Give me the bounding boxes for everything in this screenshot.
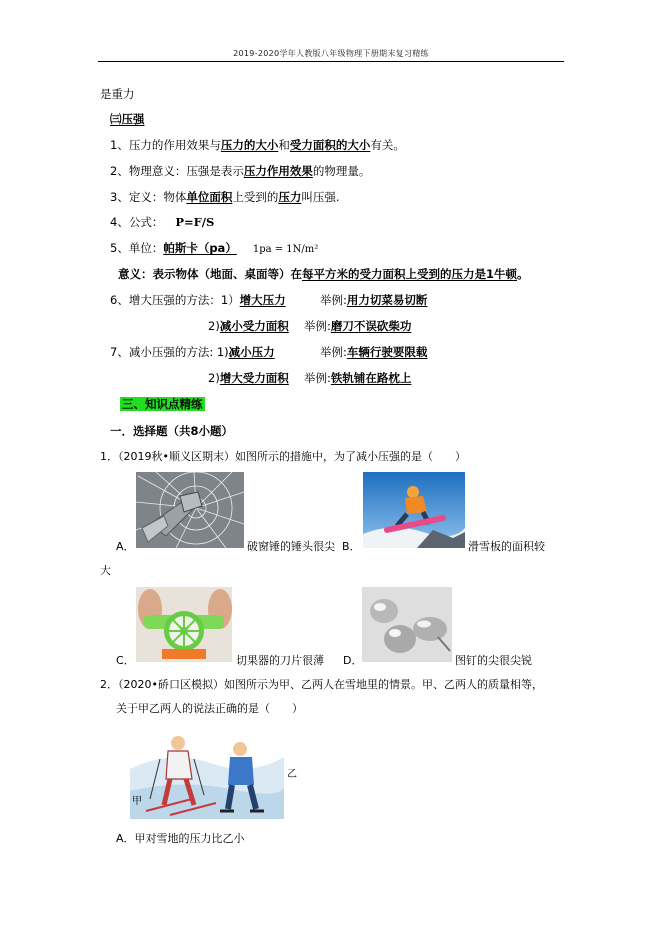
point-5-meaning xyxy=(118,266,529,282)
point-7 xyxy=(110,344,275,360)
point-6-example-2 xyxy=(304,318,411,334)
person-jia-label: 甲 xyxy=(132,796,142,807)
formula: P=F/S xyxy=(175,215,215,229)
text: 举例: xyxy=(320,345,347,359)
point-3 xyxy=(110,189,339,205)
text: 。 xyxy=(517,267,529,281)
text: 物体（地面、桌面等） xyxy=(175,267,291,281)
option-a-image xyxy=(136,472,244,548)
point-2 xyxy=(110,163,370,179)
option-c-text: 切果器的刀片很薄 xyxy=(236,654,324,667)
option-b-label[interactable]: B． xyxy=(342,540,361,553)
point-4 xyxy=(110,214,214,230)
key-term: 车辆行驶要限载 xyxy=(346,345,428,359)
key-term: 每平方米的受力面积上受到的压力是1牛顿 xyxy=(302,267,517,281)
text: 的物理量。 xyxy=(312,164,371,178)
option-c-image xyxy=(136,587,232,662)
unit-definition: 1pa = 1N/m² xyxy=(252,244,319,255)
key-term: 用力切菜易切断 xyxy=(346,293,428,307)
text: 1、压力的作用效果与 xyxy=(110,138,221,152)
key-term: 压力 xyxy=(278,190,302,204)
text: 在 xyxy=(290,267,302,281)
point-6-method-2 xyxy=(208,318,289,334)
option-b-text: 滑雪板的面积较 xyxy=(468,540,545,553)
key-term: 压力作用效果 xyxy=(243,164,313,178)
question-1: 1．（2019秋•顺义区期末）如图所示的措施中，为了减小压强的是（ ） xyxy=(100,450,466,463)
text: 上受到的 xyxy=(232,190,279,204)
key-term: 减小压力 xyxy=(228,345,275,359)
key-term: 单位面积 xyxy=(186,190,233,204)
point-5 xyxy=(110,240,318,258)
text: 3、定义：物体 xyxy=(110,190,187,204)
key-term: 磨刀不误砍柴功 xyxy=(330,319,412,333)
text: 有关。 xyxy=(370,138,405,152)
text: 2) xyxy=(208,371,220,385)
question-2-image xyxy=(130,729,284,819)
key-term: 铁轨铺在路枕上 xyxy=(330,371,412,385)
option-d-image xyxy=(362,587,452,662)
text: 4、公式： xyxy=(110,215,164,229)
key-term: 帕斯卡（pa） xyxy=(163,241,237,255)
key-term: 减小受力面积 xyxy=(219,319,289,333)
section-title xyxy=(120,396,205,412)
highlighted-heading: 三、知识点精练 xyxy=(122,397,203,411)
point-7-example-2 xyxy=(304,370,411,386)
question-2: 2．（2020•硚口区模拟）如图所示为甲、乙两人在雪地里的情景。甲、乙两人的质量相等， xyxy=(100,678,543,691)
text: 2) xyxy=(208,319,220,333)
point-7-method-2 xyxy=(208,370,289,386)
header-rule xyxy=(98,61,564,62)
key-term: 增大压力 xyxy=(239,293,286,307)
option-b-image xyxy=(363,472,465,548)
text: 举例: xyxy=(304,319,331,333)
point-1 xyxy=(110,137,405,153)
page-header: 2019-2020学年人教版八年级物理下册期末复习精练 xyxy=(233,49,429,58)
subsection-title: 一．选择题（共8小题） xyxy=(110,424,234,438)
question-2-option-a[interactable]: A．甲对雪地的压力比乙小 xyxy=(116,832,245,845)
text: 举例: xyxy=(320,293,347,307)
option-b-text-continued: 大 xyxy=(100,564,111,577)
point-7-example xyxy=(320,344,427,360)
question-2-continued: 关于甲乙两人的说法正确的是（ ） xyxy=(116,702,303,715)
option-d-text: 图钉的尖很尖锐 xyxy=(455,654,532,667)
text: 2、物理意义：压强是表示 xyxy=(110,164,244,178)
point-6-example xyxy=(320,292,427,308)
text: 举例: xyxy=(304,371,331,385)
text-line: 是重力 xyxy=(100,87,135,101)
option-a-text: 破窗锤的锤头很尖 xyxy=(247,540,335,553)
text: 7、减小压强的方法: 1) xyxy=(110,345,229,359)
text: 叫压强. xyxy=(301,190,340,204)
key-term: 增大受力面积 xyxy=(219,371,289,385)
option-c-label[interactable]: C． xyxy=(116,654,135,667)
key-term: 压力的大小 xyxy=(220,138,279,152)
text: 意义：表示 xyxy=(118,267,176,281)
section-heading-pressure: ㈢压强 xyxy=(110,112,145,126)
text: 5、单位： xyxy=(110,241,164,255)
person-yi-label: 乙 xyxy=(287,769,297,780)
text: 6、增大压强的方法：1） xyxy=(110,293,240,307)
text: 和 xyxy=(278,138,290,152)
option-a-label[interactable]: A． xyxy=(116,540,135,553)
option-d-label[interactable]: D． xyxy=(343,654,363,667)
point-6 xyxy=(110,292,286,308)
key-term: 受力面积的大小 xyxy=(289,138,371,152)
